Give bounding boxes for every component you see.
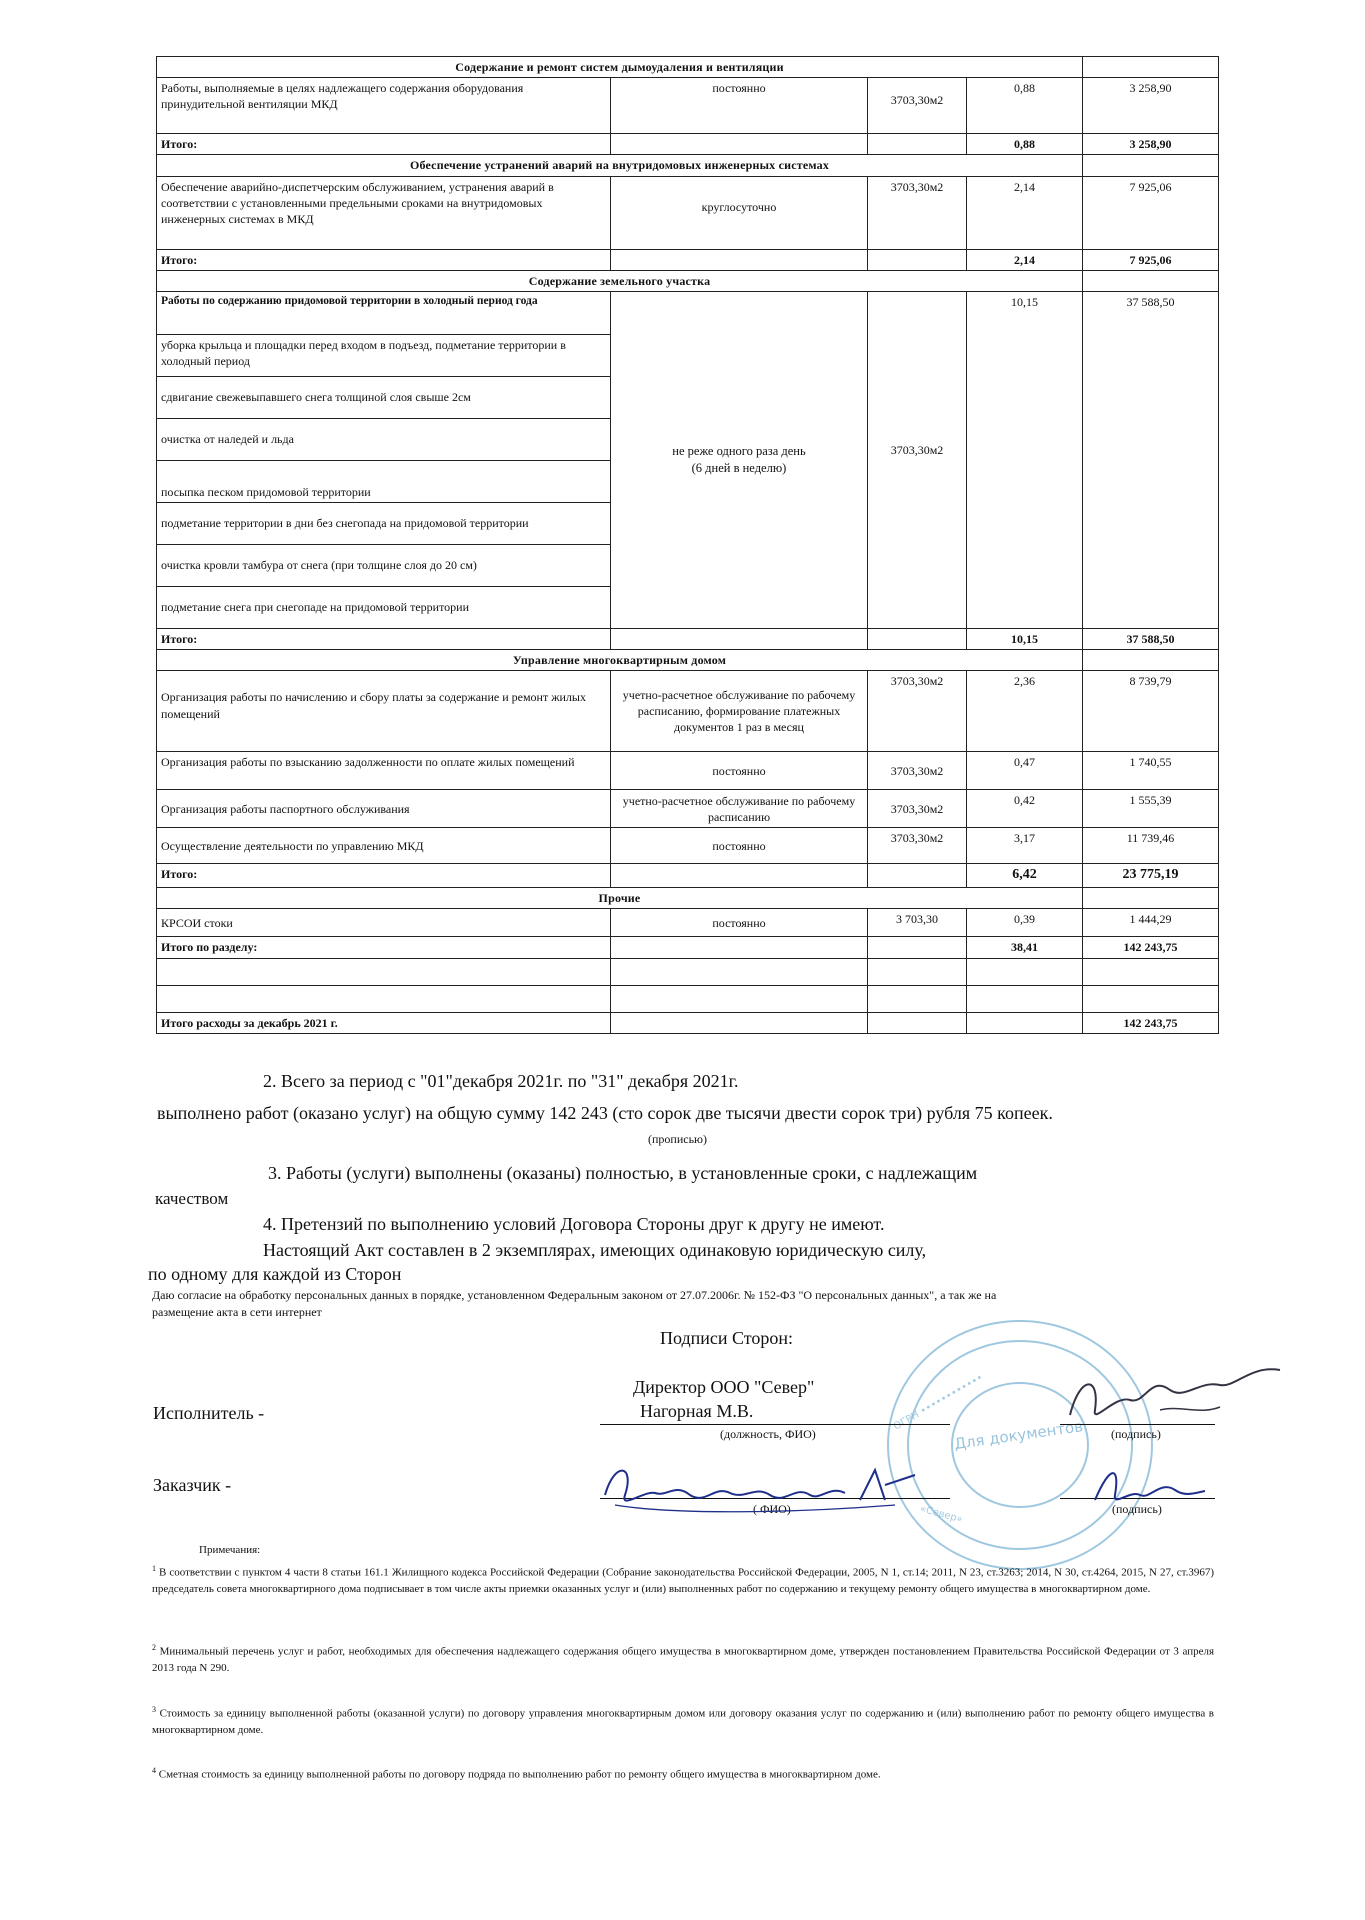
empty-cell (1083, 650, 1219, 671)
empty-cell (611, 134, 868, 155)
svg-text:ОГРН ••••••••••••: ОГРН •••••••••••• (891, 1372, 986, 1433)
work-area: 3703,30м2 (868, 828, 967, 864)
total-rate: 0,88 (967, 134, 1083, 155)
total-sum: 23 775,19 (1083, 864, 1219, 888)
empty-cell (868, 249, 967, 270)
empty-cell (868, 958, 967, 985)
total-rate: 38,41 (967, 937, 1083, 958)
empty-cell (1083, 888, 1219, 909)
paragraph-5-line1: Настоящий Акт составлен в 2 экземплярах, имеющих одинаковую юридическую силу, (263, 1240, 927, 1260)
work-item: подметание снега при снегопаде на придомовой территории (157, 586, 611, 628)
note-2-text: Минимальный перечень услуг и работ, необходимых для обеспечения надлежащего содержания общего имущества в многоквартирном доме, утвержден постановлением Правительства Российской Федерации от 3 апреля 2013 года N 290. (152, 1645, 1215, 1675)
executor-name-line (600, 1424, 950, 1425)
empty-cell (868, 985, 967, 1012)
empty-cell (611, 864, 868, 888)
work-description: Организация работы по начислению и сбору платы за содержание и ремонт жилых помещений (157, 671, 611, 752)
note-4: $^4$ Сметная стоимость за единицу выполненной работы по договору подряда по выполнению работ по ремонту общего имущества в многоквартирном доме. (152, 1766, 881, 1781)
work-rate: 3,17 (967, 828, 1083, 864)
land-rate: 10,15 (967, 291, 1083, 628)
executor-signature (1060, 1355, 1290, 1435)
total-label: Итого: (157, 628, 611, 649)
total-sum: 7 925,06 (1083, 249, 1219, 270)
grand-total-sum: 142 243,75 (1083, 1012, 1219, 1033)
land-area: 3703,30м2 (868, 291, 967, 628)
work-sum: 7 925,06 (1083, 176, 1219, 249)
stamp-text: Для документов (953, 1417, 1085, 1454)
work-item: сдвигание свежевыпавшего снега толщиной слоя свыше 2см (157, 376, 611, 418)
work-area: 3703,30м2 (868, 176, 967, 249)
empty-cell (868, 1012, 967, 1033)
section-title-emergency: Обеспечение устранений аварий на внутридомовых инженерных системах (157, 155, 1083, 176)
work-frequency: постоянно (611, 828, 868, 864)
work-rate: 2,14 (967, 176, 1083, 249)
work-frequency: постоянно (611, 909, 868, 937)
customer-name-handwritten (595, 1455, 935, 1525)
work-description: КРСОИ стоки (157, 909, 611, 937)
work-area: 3703,30м2 (868, 790, 967, 828)
paragraph-5-line2: по одному для каждой из Сторон (148, 1264, 402, 1284)
total-rate: 2,14 (967, 249, 1083, 270)
land-frequency-line1: не реже одного раза день (672, 444, 806, 459)
total-label: Итого: (157, 864, 611, 888)
total-sum: 37 588,50 (1083, 628, 1219, 649)
paragraph-2-line2: выполнено работ (оказано услуг) на общую сумму 142 243 (сто сорок две тысячи двести сорок три) рубля 75 копеек. (157, 1103, 1053, 1123)
executor-caption: (должность, ФИО) (720, 1427, 816, 1441)
consent-line1: Даю согласие на обработку персональных данных в порядке, установленном Федеральным законом от 27.07.2006г. № 152-ФЗ "О персональных данных", а так же на (152, 1288, 997, 1302)
empty-cell (967, 1012, 1083, 1033)
land-sum: 37 588,50 (1083, 291, 1219, 628)
section-title-ventilation: Содержание и ремонт систем дымоудаления и вентиляции (157, 57, 1083, 78)
empty-cell (868, 864, 967, 888)
customer-sign-caption: (подпись) (1112, 1502, 1162, 1516)
work-item: уборка крыльца и площадки перед входом в подъезд, подметание территории в холодный период (157, 334, 611, 376)
work-rate: 2,36 (967, 671, 1083, 752)
land-frequency (611, 291, 868, 628)
executor-label: Исполнитель - (153, 1403, 265, 1423)
grand-total-label: Итого расходы за декабрь 2021 г. (157, 1012, 611, 1033)
note-2: $^2$ Минимальный перечень услуг и работ, необходимых для обеспечения надлежащего содержания общего имущества в многоквартирном доме, утвержден постановлением Правительства Российской Федерации от 3 апреля 2013 года N 290. (152, 1643, 1215, 1675)
empty-cell (1083, 155, 1219, 176)
empty-cell (868, 628, 967, 649)
consent-line2: размещение акта в сети интернет (152, 1305, 322, 1319)
svg-text:«Север»: «Север» (918, 1503, 964, 1526)
notes-title: Примечания: (199, 1544, 261, 1556)
work-area: 3703,30м2 (868, 752, 967, 790)
services-table (156, 56, 1219, 1034)
work-sum: 8 739,79 (1083, 671, 1219, 752)
executor-name: Нагорная М.В. (640, 1401, 754, 1421)
work-sum: 1 444,29 (1083, 909, 1219, 937)
paragraph-3-line1: 3. Работы (услуги) выполнены (оказаны) полностью, в установленные сроки, с надлежащим (268, 1163, 978, 1183)
work-area: 3703,30м2 (868, 78, 967, 134)
work-group-header: Работы по содержанию придомовой территории в холодный период года (157, 291, 611, 334)
work-sum: 3 258,90 (1083, 78, 1219, 134)
total-rate: 6,42 (967, 864, 1083, 888)
paragraph-3-line2: качеством (155, 1189, 229, 1208)
in-words-caption: (прописью) (648, 1132, 708, 1146)
section-title-management: Управление многоквартирным домом (157, 650, 1083, 671)
section-title-other: Прочие (157, 888, 1083, 909)
executor-sign-caption: (подпись) (1111, 1427, 1161, 1441)
work-frequency: постоянно (611, 752, 868, 790)
work-sum: 11 739,46 (1083, 828, 1219, 864)
customer-label: Заказчик - (153, 1475, 232, 1495)
total-sum: 142 243,75 (1083, 937, 1219, 958)
work-area: 3703,30м2 (868, 671, 967, 752)
empty-cell (611, 1012, 868, 1033)
organization-stamp (880, 1310, 1160, 1580)
work-item: посыпка песком придомовой территории (157, 460, 611, 502)
empty-cell (611, 628, 868, 649)
work-rate: 0,47 (967, 752, 1083, 790)
empty-cell (967, 985, 1083, 1012)
paragraph-4: 4. Претензий по выполнению условий Договора Стороны друг к другу не имеют. (263, 1214, 885, 1234)
empty-cell (611, 937, 868, 958)
work-item: подметание территории в дни без снегопада на придомовой территории (157, 502, 611, 544)
empty-cell (157, 958, 611, 985)
empty-cell (1083, 958, 1219, 985)
work-description: Организация работы по взысканию задолженности по оплате жилых помещений (157, 752, 611, 790)
note-1: $^1$ В соответствии с пунктом 4 части 8 статьи 161.1 Жилищного кодекса Российской Федерации (Собрание законодательства Российской Федерации, 2005, N 1, ст.14; 2011, N 23, ст.3263; 2014, N 30, ст.4264, 2015, N 27, ст.3967) председатель совета многоквартирного дома подписывает в том числе акты приемки оказанных услуг и (или) выполненных работ по содержанию и текущему ремонту общего имущества в многоквартирном доме. (152, 1564, 1215, 1596)
total-label: Итого: (157, 134, 611, 155)
work-sum: 1 555,39 (1083, 790, 1219, 828)
note-1-text: В соответствии с пунктом 4 части 8 статьи 161.1 Жилищного кодекса Российской Федерации (Собрание законодательства Российской Федерации, 2005, N 1, ст.14; 2011, N 23, ст.3263; 2014, N 30, ст.4264, 2015, N 27, ст.3967) председатель совета многоквартирного дома подписывает в том числе акты приемки оказанных услуг и (или) выполненных работ по содержанию и текущему ремонту общего имущества в многоквартирном доме. (152, 1566, 1215, 1596)
work-area: 3 703,30 (868, 909, 967, 937)
signatures-heading: Подписи Сторон: (660, 1328, 794, 1348)
total-label: Итого: (157, 249, 611, 270)
work-frequency: учетно-расчетное обслуживание по рабочему расписанию, формирование платежных документов 1 раз в месяц (611, 671, 868, 752)
note-3-text: Стоимость за единицу выполненной работы (оказанной услуги) по договору управления многоквартирным домом или договору оказания услуг по содержанию и (или) выполнению работ по ремонту общего имущества в многоквартирном доме. (152, 1707, 1214, 1737)
empty-cell (157, 985, 611, 1012)
empty-cell (1083, 57, 1219, 78)
work-rate: 0,39 (967, 909, 1083, 937)
note-4-text: Сметная стоимость за единицу выполненной работы по договору подряда по выполнению работ по ремонту общего имущества в многоквартирном доме. (158, 1768, 881, 1781)
empty-cell (1083, 985, 1219, 1012)
work-description: Обеспечение аварийно-диспетчерским обслуживанием, устранения аварий в соответствии с установленными предельными сроками на внутридомовых инженерных системах в МКД (157, 176, 611, 249)
empty-cell (868, 134, 967, 155)
empty-cell (868, 937, 967, 958)
work-item: очистка кровли тамбура от снега (при толщине слоя до 20 см) (157, 544, 611, 586)
section-title-land: Содержание земельного участка (157, 270, 1083, 291)
executor-position: Директор ООО "Север" (633, 1377, 815, 1397)
work-description: Организация работы паспортного обслуживания (157, 790, 611, 828)
work-frequency: учетно-расчетное обслуживание по рабочему расписанию (611, 790, 868, 828)
work-description: Работы, выполняемые в целях надлежащего содержания оборудования принудительной вентиляции МКД (157, 78, 611, 134)
work-rate: 0,42 (967, 790, 1083, 828)
work-description: Осуществление деятельности по управлению МКД (157, 828, 611, 864)
paragraph-2-line1: 2. Всего за период с "01"декабря 2021г. по "31" декабря 2021г. (263, 1071, 739, 1091)
work-sum: 1 740,55 (1083, 752, 1219, 790)
empty-cell (1083, 270, 1219, 291)
total-sum: 3 258,90 (1083, 134, 1219, 155)
work-item: очистка от наледей и льда (157, 418, 611, 460)
total-label: Итого по разделу: (157, 937, 611, 958)
land-frequency-line2: (6 дней в неделю) (691, 460, 787, 475)
empty-cell (611, 249, 868, 270)
work-rate: 0,88 (967, 78, 1083, 134)
work-frequency: постоянно (611, 78, 868, 134)
customer-signature (1085, 1455, 1215, 1515)
customer-caption: ( ФИО) (753, 1502, 791, 1516)
total-rate: 10,15 (967, 628, 1083, 649)
empty-cell (967, 958, 1083, 985)
work-frequency: круглосуточно (611, 176, 868, 249)
note-3: $^3$ Стоимость за единицу выполненной работы (оказанной услуги) по договору управления многоквартирным домом или договору оказания услуг по содержанию и (или) выполнению работ по ремонту общего имущества в многоквартирном доме. (152, 1705, 1214, 1737)
empty-cell (611, 958, 868, 985)
empty-cell (611, 985, 868, 1012)
